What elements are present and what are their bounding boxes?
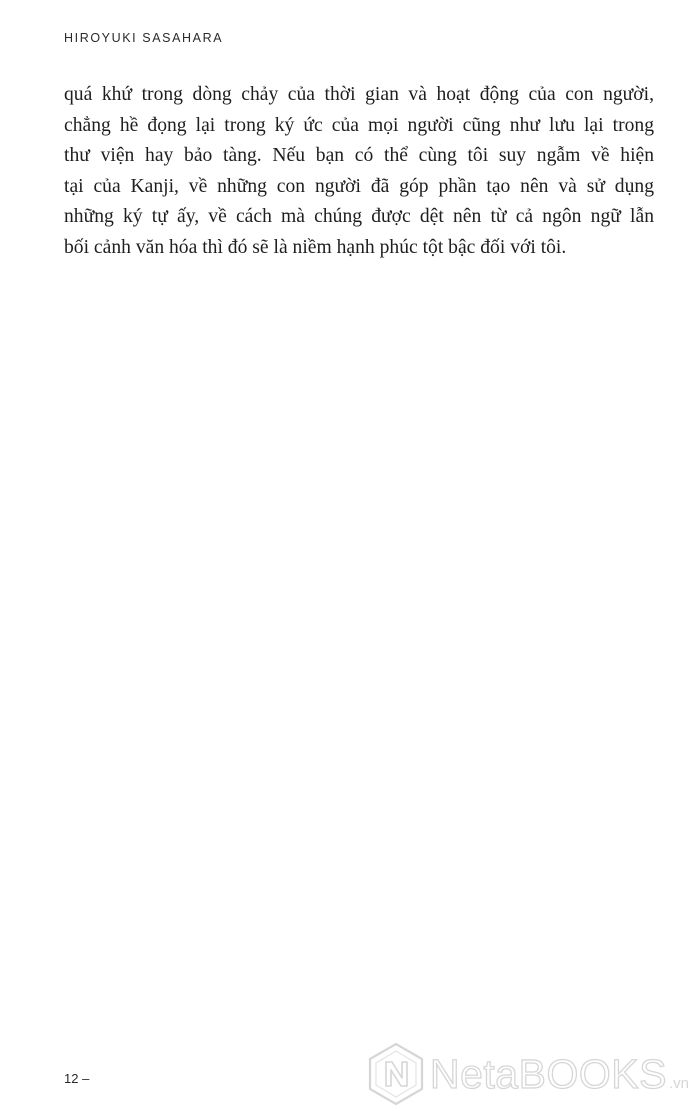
body-line: những ký tự ấy, về cách mà chúng được dệt nên từ cả ngôn ngữ lẫn bbox=[64, 206, 654, 228]
watermark-suffix: .vn bbox=[668, 1074, 689, 1092]
body-paragraph bbox=[64, 80, 654, 264]
body-line: thư viện hay bảo tàng. Nếu bạn có thể cùng tôi suy ngẫm về hiện bbox=[64, 145, 654, 167]
watermark-brand: NetaBOOKS bbox=[430, 1050, 667, 1097]
body-line: bối cảnh văn hóa thì đó sẽ là niềm hạnh phúc tột bậc đối với tôi. bbox=[64, 236, 567, 258]
body-line: quá khứ trong dòng chảy của thời gian và hoạt động của con người, bbox=[64, 84, 654, 105]
running-header: HIROYUKI SASAHARA bbox=[64, 31, 224, 45]
n-hexagon-logo-icon bbox=[366, 1041, 426, 1107]
page-number: 12 – bbox=[64, 1071, 90, 1086]
body-line: tại của Kanji, về những con người đã góp phần tạo nên và sử dụng bbox=[64, 175, 654, 197]
body-line: chẳng hề đọng lại trong ký ức của mọi người cũng như lưu lại trong bbox=[64, 114, 654, 136]
watermark bbox=[366, 1041, 689, 1107]
